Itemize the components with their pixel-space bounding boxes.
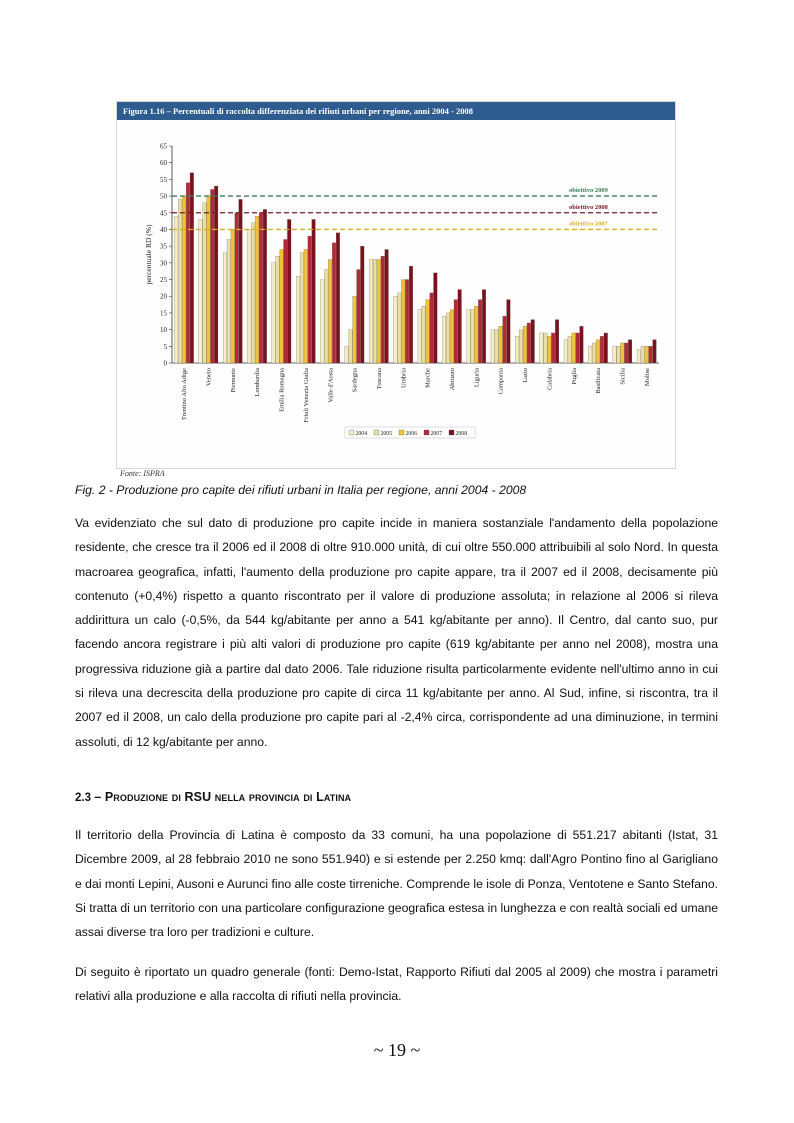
y-tick-label: 0	[163, 359, 167, 368]
y-tick-label: 5	[163, 342, 167, 351]
category-label: Sicilia	[619, 368, 627, 385]
category-label: Trentino Alto Adige	[181, 368, 189, 421]
y-tick-label: 45	[160, 209, 167, 218]
category-label: Liguria	[473, 368, 481, 388]
category-label: Piemonte	[229, 368, 237, 393]
section-heading	[75, 790, 351, 804]
bar-2006	[304, 249, 308, 363]
y-tick-label: 15	[160, 309, 167, 318]
bar-2006	[401, 280, 405, 363]
bar-2007	[527, 323, 531, 363]
category-label: Emilia Romagna	[278, 368, 286, 412]
bar-2007	[186, 183, 190, 363]
y-tick-label: 30	[160, 259, 167, 268]
bar-2005	[519, 330, 523, 363]
figure-source: Fonte: ISPRA	[120, 469, 165, 478]
section-title: – Produzione di RSU nella provincia di Latina	[94, 790, 352, 804]
bar-2008	[263, 209, 267, 363]
category-label: Molise	[643, 368, 651, 387]
bar-2006	[474, 306, 478, 363]
category-label: Abruzzo	[449, 368, 457, 391]
bar-2005	[544, 333, 548, 363]
paragraph-population: Va evidenziato che sul dato di produzione pro capite incide in maniera sostanziale l'andamento della popolazione residente, che cresce tra il 2006 ed il 2008 di oltre 910.000 unità, di cui oltre 550.000 attribuibili al solo Nord. In questa macroarea geografica, infatti, l'aumento della produzione pro capite appare, tra il 2007 ed il 2008, decisamente più contenuto (+0,4%) rispetto a quanto riscontrato per il valore di produzione assoluta; in relazione al 2006 si rileva addirittura un calo (-0,5%, da 544 kg/abitante per anno a 541 kg/abitante per anno). Il Centro, dal canto suo, pur facendo ancora registrare i più alti valori di produzione pro capite (619 kg/abitante per anno nel 2008), mostra una progressiva riduzione già a partire dal dato 2006. Tale riduzione risulta particolarmente evidente nell'ultimo anno in cui si rileva una decrescita della produzione pro capite di circa 11 kg/abitante per anno. Al Sud, infine, si riscontra, tra il 2007 ed il 2008, un calo della produzione pro capite pari al -2,4% circa, corrispondente ad una diminuzione, in termini assoluti, di 12 kg/abitante per anno.	[75, 516, 718, 749]
bar-2004	[394, 296, 398, 363]
bar-2008	[653, 340, 657, 363]
bar-2006	[207, 196, 211, 363]
bar-2005	[568, 336, 572, 363]
bar-2008	[531, 320, 535, 363]
category-label: Calabria	[546, 368, 554, 391]
legend-swatch	[399, 430, 404, 435]
bar-2004	[369, 260, 373, 363]
y-tick-label: 65	[160, 142, 167, 151]
bar-2005	[178, 199, 182, 363]
bar-2006	[280, 249, 284, 363]
bar-2004	[345, 346, 349, 363]
category-label: Umbria	[400, 368, 408, 388]
bar-2007	[624, 343, 628, 363]
bar-2006	[547, 336, 551, 363]
bar-2008	[287, 219, 291, 363]
y-tick-label: 25	[160, 276, 167, 285]
bar-2004	[637, 350, 641, 363]
bar-2008	[458, 290, 462, 363]
bar-2008	[190, 173, 194, 363]
bar-2005	[397, 293, 401, 363]
bar-2006	[353, 296, 357, 363]
y-tick-label: 35	[160, 242, 167, 251]
category-label: Basilicata	[595, 368, 603, 394]
bar-2004	[272, 263, 276, 363]
legend-label: 2004	[355, 431, 368, 437]
bar-2004	[613, 346, 617, 363]
y-tick-label: 55	[160, 175, 167, 184]
bar-2004	[296, 276, 300, 363]
bar-2008	[239, 199, 243, 363]
bar-2006	[450, 310, 454, 363]
bar-2007	[430, 293, 434, 363]
bar-2006	[182, 196, 186, 363]
bar-2008	[580, 326, 584, 363]
bar-2005	[641, 346, 645, 363]
bar-2007	[454, 300, 458, 363]
category-label: Valle d'Aosta	[327, 368, 335, 403]
bar-2004	[467, 310, 471, 363]
legend-label: 2006	[405, 431, 418, 437]
bar-2007	[576, 333, 580, 363]
bar-2004	[588, 346, 592, 363]
y-axis-label: percentuale RD (%)	[144, 224, 153, 285]
bar-2004	[199, 219, 203, 363]
bar-2008	[628, 340, 632, 363]
bar-2007	[405, 280, 409, 363]
bar-2007	[210, 189, 214, 363]
y-tick-label: 50	[160, 192, 167, 201]
bar-2005	[495, 330, 499, 363]
bar-2007	[381, 256, 385, 363]
legend-swatch	[449, 430, 454, 435]
y-tick-label: 10	[160, 326, 167, 335]
bar-2007	[649, 346, 653, 363]
bar-2008	[604, 333, 608, 363]
bar-2004	[223, 253, 227, 363]
bar-2006	[645, 346, 649, 363]
y-tick-label: 40	[160, 225, 167, 234]
bar-2005	[300, 253, 304, 363]
bar-2008	[312, 219, 316, 363]
legend-label: 2007	[430, 431, 443, 437]
bar-2005	[617, 346, 621, 363]
bar-2008	[555, 320, 559, 363]
bar-2006	[426, 300, 430, 363]
bar-2006	[572, 333, 576, 363]
category-label: Campania	[497, 368, 505, 395]
bar-2005	[592, 343, 596, 363]
bar-chart	[117, 120, 675, 468]
category-label: Toscana	[375, 368, 383, 390]
figure-caption: Fig. 2 - Produzione pro capite dei rifiuti urbani in Italia per regione, anni 2004 - 2008	[75, 483, 527, 497]
bar-2007	[478, 300, 482, 363]
category-label: Marche	[424, 368, 432, 388]
bar-2005	[324, 270, 328, 363]
bar-2004	[540, 333, 544, 363]
bar-2006	[499, 326, 503, 363]
bar-2005	[276, 256, 280, 363]
bar-2007	[235, 213, 239, 363]
figure-chart	[116, 101, 676, 469]
y-tick-label: 60	[160, 159, 167, 168]
bar-2007	[308, 236, 312, 363]
bar-2005	[251, 223, 255, 363]
bar-2004	[174, 216, 178, 363]
category-label: Lombardia	[254, 368, 262, 397]
bar-2007	[259, 213, 263, 363]
category-label: Puglia	[570, 368, 578, 385]
bar-2006	[523, 326, 527, 363]
bar-2007	[503, 316, 507, 363]
bar-2008	[434, 273, 438, 363]
y-tick-label: 20	[160, 292, 167, 301]
target-label: obiettivo 2008	[569, 203, 608, 211]
target-label: obiettivo 2009	[569, 187, 608, 195]
category-label: Veneto	[205, 368, 213, 387]
bar-2006	[596, 340, 600, 363]
category-label: Sardegna	[351, 368, 359, 393]
page-number: ~ 19 ~	[373, 1040, 421, 1060]
bar-2004	[442, 316, 446, 363]
bar-2005	[471, 310, 475, 363]
bar-2004	[491, 330, 495, 363]
category-label: Lazio	[522, 368, 530, 383]
bar-2005	[446, 313, 450, 363]
bar-2008	[409, 266, 413, 363]
bar-2006	[255, 216, 259, 363]
bar-2008	[336, 233, 340, 363]
bar-2006	[377, 260, 381, 363]
legend-swatch	[424, 430, 429, 435]
bar-2004	[564, 340, 568, 363]
bar-2007	[332, 243, 336, 363]
bar-2007	[551, 333, 555, 363]
target-label: obiettivo 2007	[569, 220, 608, 228]
bar-2006	[328, 260, 332, 363]
bar-2007	[600, 336, 604, 363]
bar-2008	[482, 290, 486, 363]
bar-2007	[284, 239, 288, 363]
legend-swatch	[349, 430, 354, 435]
bar-2005	[227, 239, 231, 363]
section-number: 2.3	[75, 792, 91, 804]
bar-2005	[422, 306, 426, 363]
bar-2008	[507, 300, 511, 363]
legend-label: 2005	[380, 431, 393, 437]
bar-2005	[373, 260, 377, 363]
bar-2004	[321, 280, 325, 363]
bar-2006	[621, 343, 625, 363]
bar-2008	[385, 249, 389, 363]
legend-swatch	[374, 430, 379, 435]
bar-2004	[418, 310, 422, 363]
paragraph-territory: Il territorio della Provincia di Latina è composto da 33 comuni, ha una popolazione di 551.217 abitanti (Istat, 31 Dicembre 2009, al 28 febbraio 2010 ne sono 551.940) e si estende per 2.250 kmq: dall'Agro Pontino fino al Garigliano e dai monti Lepini, Ausoni e Aurunci fino alle coste tirreniche. Comprende le isole di Ponza, Ventotene e Santo Stefano. Si tratta di un territorio con una particolare configurazione geografica estesa in lunghezza e con realtà sociali ed umane assai diverse tra loro per tradizioni e culture.	[75, 828, 718, 940]
figure-header: Figura 1.16 – Percentuali di raccolta differenziata dei rifiuti urbani per regione, anni 2004 - 2008	[117, 102, 675, 120]
bar-2004	[247, 229, 251, 363]
bar-2007	[357, 270, 361, 363]
bar-2006	[231, 229, 235, 363]
bar-2005	[203, 203, 207, 363]
bar-2008	[360, 246, 364, 363]
bar-2004	[515, 336, 519, 363]
bar-2005	[349, 330, 353, 363]
category-label: Friuli Venezia Giulia	[302, 368, 310, 423]
paragraph-overview: Di seguito è riportato un quadro generale (fonti: Demo-Istat, Rapporto Rifiuti dal 2005 al 2009) che mostra i parametri relativi alla produzione e alla raccolta di rifiuti nella provincia.	[75, 965, 718, 1004]
legend-label: 2008	[455, 431, 468, 437]
